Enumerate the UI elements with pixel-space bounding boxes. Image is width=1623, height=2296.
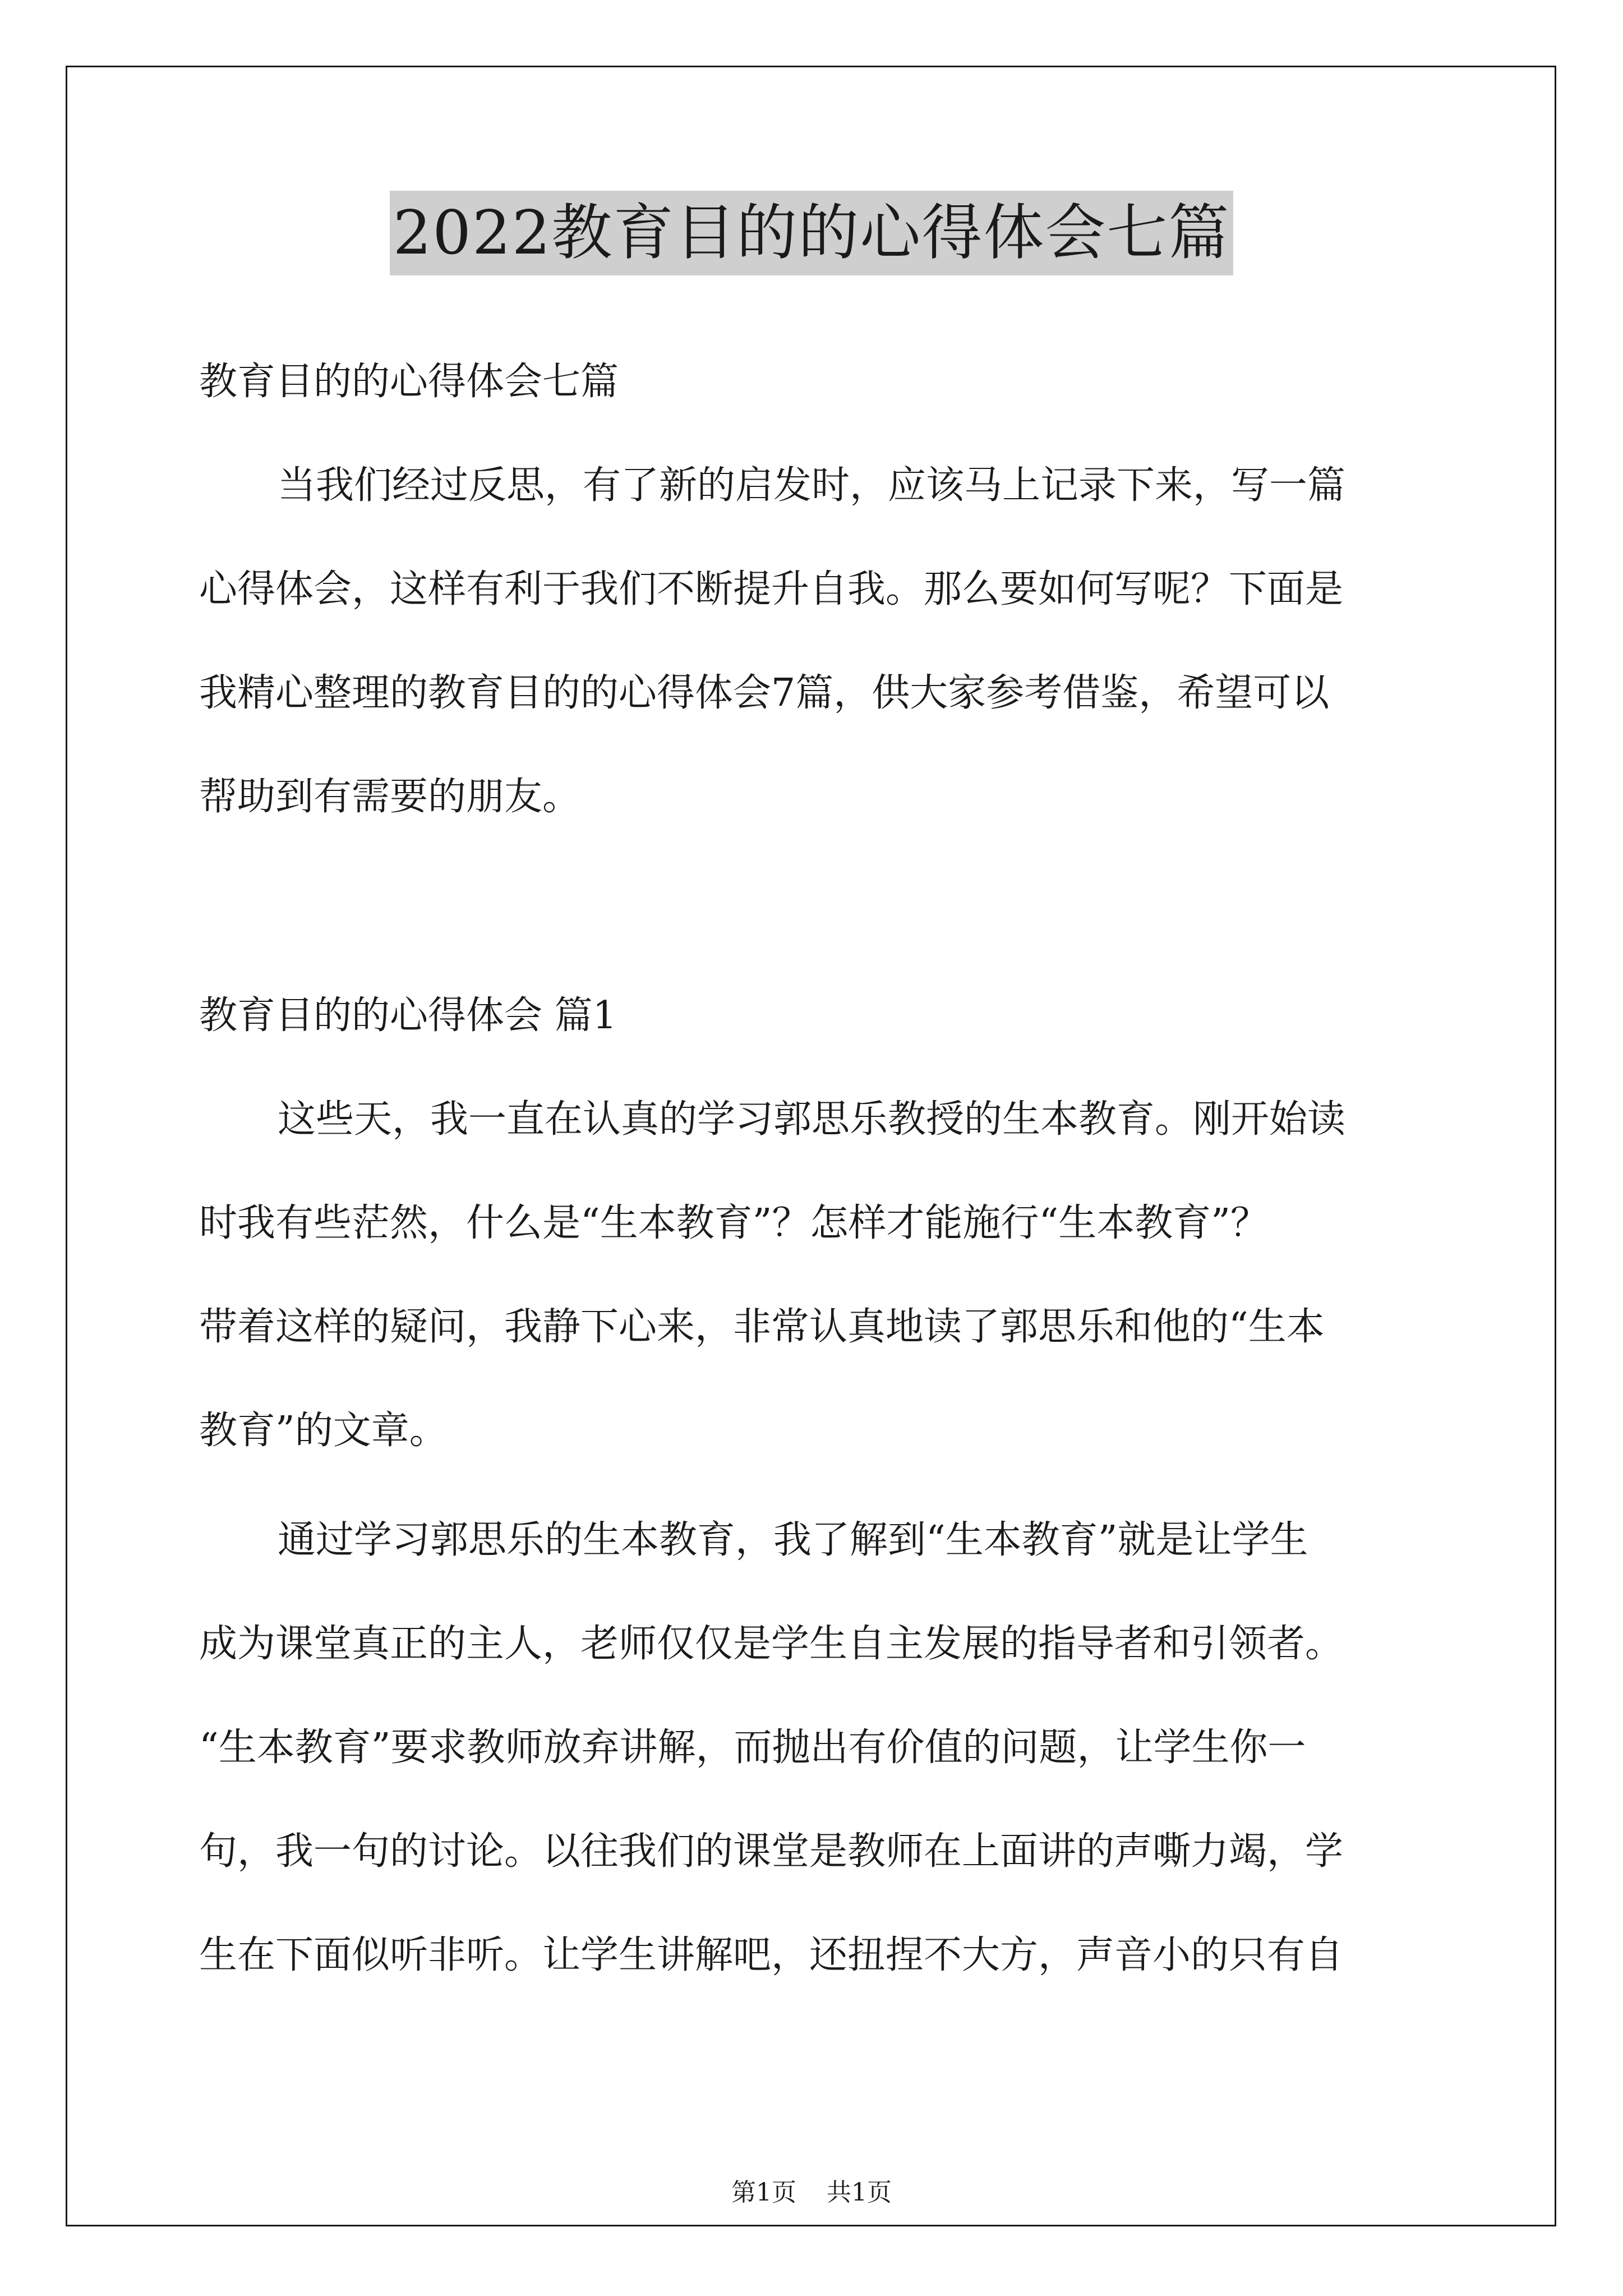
para1-line-3: 带着这样的疑问，我静下心来，非常认真地读了郭思乐和他的“生本 (199, 1305, 1325, 1349)
para2-line-4: 句，我一句的讨论。以往我们的课堂是教师在上面讲的声嘶力竭，学 (199, 1829, 1344, 1874)
document-subtitle: 教育目的的心得体会七篇 (199, 360, 619, 404)
section-heading: 教育目的的心得体会 篇1 (199, 993, 617, 1038)
page-total: 共1页 (827, 2178, 892, 2207)
document-title: 2022教育目的的心得体会七篇 (390, 191, 1234, 275)
para1-line-1: 这些天，我一直在认真的学习郭思乐教授的生本教育。刚开始读 (278, 1097, 1346, 1142)
para1-line-2: 时我有些茫然，什么是“生本教育”？怎样才能施行“生本教育”？ (199, 1201, 1269, 1245)
para2-line-3: “生本教育”要求教师放弃讲解，而抛出有价值的问题，让学生你一 (199, 1726, 1306, 1770)
intro-line-4: 帮助到有需要的朋友。 (199, 775, 581, 819)
para2-line-5: 生在下面似听非听。让学生讲解吧，还扭捏不大方，声音小的只有自 (199, 1933, 1344, 1977)
intro-line-1: 当我们经过反思，有了新的启发时，应该马上记录下来，写一篇 (278, 463, 1346, 508)
intro-line-3: 我精心整理的教育目的的心得体会7篇，供大家参考借鉴，希望可以 (199, 671, 1330, 715)
title-container (0, 191, 1623, 275)
page-footer (0, 2172, 1623, 2208)
intro-line-2: 心得体会，这样有利于我们不断提升自我。那么要如何写呢？下面是 (199, 567, 1344, 611)
page-number: 第1页 (731, 2178, 796, 2207)
para2-line-1: 通过学习郭思乐的生本教育，我了解到“生本教育”就是让学生 (278, 1518, 1308, 1562)
para2-line-2: 成为课堂真正的主人，老师仅仅是学生自主发展的指导者和引领者。 (199, 1622, 1344, 1666)
para1-line-4: 教育”的文章。 (199, 1409, 448, 1453)
